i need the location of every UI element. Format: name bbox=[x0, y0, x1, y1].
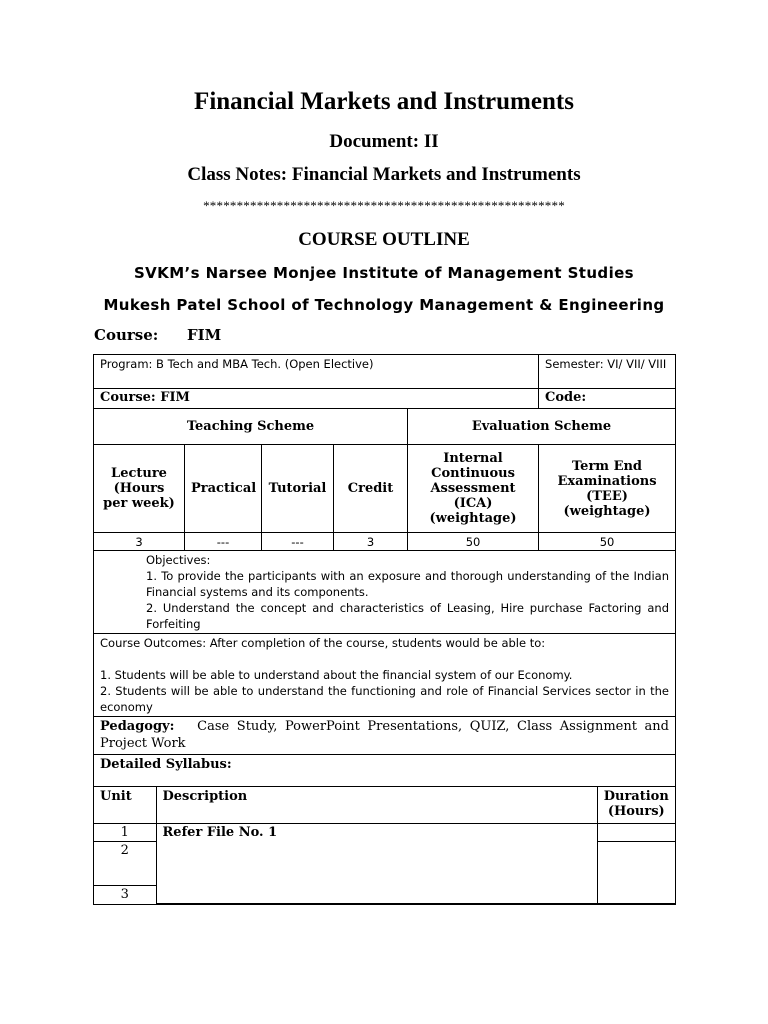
credit-value: 3 bbox=[334, 533, 408, 551]
unit-number: 1 bbox=[94, 823, 156, 841]
semester-cell: Semester: VI/ VII/ VIII bbox=[539, 355, 676, 389]
syllabus-description: Refer File No. 1 bbox=[156, 823, 597, 903]
course-cell: Course: FIM bbox=[94, 389, 539, 409]
ica-value: 50 bbox=[408, 533, 539, 551]
lecture-value: 3 bbox=[94, 533, 185, 551]
outcomes-label: Course Outcomes: After completion of the course, students would be able to: bbox=[100, 636, 546, 650]
school-name: Mukesh Patel School of Technology Management & Engineering bbox=[103, 296, 665, 314]
document-number: Document: II bbox=[329, 131, 439, 152]
objectives-cell bbox=[94, 551, 676, 634]
program-cell: Program: B Tech and MBA Tech. (Open Elective) bbox=[94, 355, 539, 389]
tee-header: Term End Examinations (TEE) (weightage) bbox=[539, 445, 676, 533]
lecture-header: Lecture (Hours per week) bbox=[94, 445, 185, 533]
tee-value: 50 bbox=[539, 533, 676, 551]
duration-header: Duration (Hours) bbox=[597, 787, 675, 823]
duration-cell bbox=[597, 841, 675, 903]
separator-line: ****************************************************** bbox=[203, 198, 565, 213]
institute-name: SVKM’s Narsee Monjee Institute of Management Studies bbox=[133, 264, 635, 282]
evaluation-scheme-header: Evaluation Scheme bbox=[408, 409, 676, 445]
tutorial-header: Tutorial bbox=[262, 445, 334, 533]
pedagogy-label: Pedagogy: bbox=[100, 719, 175, 734]
objective-item: 2. Understand the concept and characteristics of Leasing, Hire purchase Factoring and Forfeiting bbox=[146, 601, 670, 631]
code-cell: Code: bbox=[539, 389, 676, 409]
course-outline-table bbox=[93, 354, 676, 905]
practical-header: Practical bbox=[185, 445, 262, 533]
syllabus-cell bbox=[94, 787, 676, 905]
unit-number: 2 bbox=[94, 841, 156, 885]
pedagogy-text: Case Study, PowerPoint Presentations, QUIZ, Class Assignment and Project Work bbox=[100, 719, 669, 751]
syllabus-table bbox=[94, 787, 675, 904]
outcome-item: 1. Students will be able to understand about the financial system of our Economy. bbox=[100, 668, 573, 682]
practical-value: --- bbox=[185, 533, 262, 551]
course-line bbox=[94, 326, 222, 344]
course-value: FIM bbox=[187, 326, 222, 344]
class-notes-heading: Class Notes: Financial Markets and Instruments bbox=[187, 164, 581, 185]
document-title: Financial Markets and Instruments bbox=[194, 88, 574, 115]
course-label: Course: bbox=[94, 326, 159, 344]
description-header: Description bbox=[156, 787, 597, 823]
duration-cell bbox=[597, 823, 675, 841]
outcome-item: 2. Students will be able to understand the functioning and role of Financial Services sector in the economy bbox=[100, 684, 670, 714]
syllabus-label: Detailed Syllabus: bbox=[94, 755, 676, 787]
unit-header: Unit bbox=[94, 787, 156, 823]
pedagogy-cell bbox=[94, 717, 676, 755]
credit-header: Credit bbox=[334, 445, 408, 533]
ica-header: Internal Continuous Assessment (ICA) (weightage) bbox=[408, 445, 539, 533]
teaching-scheme-header: Teaching Scheme bbox=[94, 409, 408, 445]
tutorial-value: --- bbox=[262, 533, 334, 551]
objectives-label: Objectives: bbox=[146, 553, 211, 567]
unit-number: 3 bbox=[94, 885, 156, 903]
outcomes-cell bbox=[94, 634, 676, 717]
objective-item: 1. To provide the participants with an exposure and thorough understanding of the Indian Financial systems and its components. bbox=[146, 569, 670, 599]
course-outline-heading: COURSE OUTLINE bbox=[298, 229, 470, 250]
